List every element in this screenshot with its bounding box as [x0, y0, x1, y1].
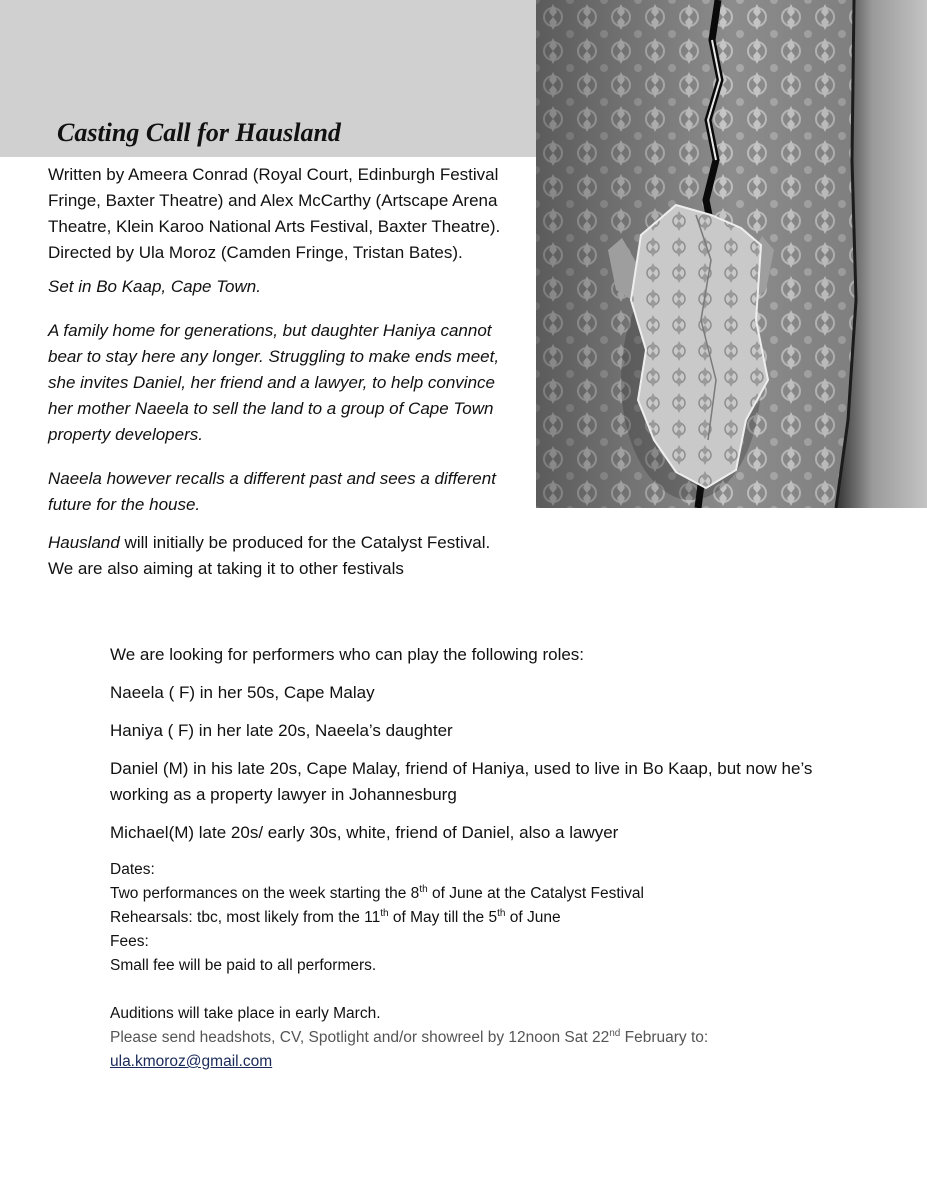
submission-text: Please send headshots, CV, Spotlight and/or showreel by 12noon Sat 22 [110, 1029, 610, 1046]
rehearsals-text-end: of June [505, 909, 561, 926]
performances-line [110, 882, 840, 906]
rehearsals-line [110, 906, 840, 930]
email-line [110, 1050, 840, 1074]
ordinal-suffix: th [380, 907, 389, 919]
production-paragraph [48, 530, 518, 582]
submission-text-end: February to: [620, 1029, 709, 1046]
ordinal-suffix: th [419, 883, 428, 895]
setting-paragraph: Set in Bo Kaap, Cape Town. [48, 277, 261, 296]
submission-line [110, 1026, 840, 1050]
performances-text: Two performances on the week starting the 8 [110, 885, 420, 902]
rehearsals-text-mid: of May till the 5 [388, 909, 498, 926]
dates-label: Dates: [110, 861, 155, 878]
ordinal-suffix: nd [609, 1027, 621, 1039]
torn-wallpaper-photo [536, 0, 927, 508]
roles-section [110, 642, 840, 858]
spacer [110, 978, 840, 1002]
credits-paragraph: Written by Ameera Conrad (Royal Court, Edinburgh Festival Fringe, Baxter Theatre) and Alex McCarthy (Artscape Arena Theatre, Klein Karoo National Arts Festival, Baxter Theatre). Directed by Ula Moroz (Camden Fringe, Tristan Bates). [48, 165, 501, 262]
role-item: Naeela ( F) in her 50s, Cape Malay [110, 683, 375, 702]
ordinal-suffix: th [497, 907, 506, 919]
production-title: Hausland [48, 533, 120, 552]
synopsis-paragraph-1: A family home for generations, but daughter Haniya cannot bear to stay here any longer. Struggling to make ends meet, she invites Daniel, her friend and a lawyer, to help convince her mother Naeela to sell the land to a group of Cape Town property developers. [48, 321, 500, 444]
photo-image [536, 0, 927, 508]
roles-intro: We are looking for performers who can play the following roles: [110, 645, 585, 664]
fees-text: Small fee will be paid to all performers. [110, 957, 377, 974]
details-section [110, 858, 840, 1074]
role-item: Daniel (M) in his late 20s, Cape Malay, friend of Haniya, used to live in Bo Kaap, but now he’s working as a property lawyer in Johannesburg [110, 759, 813, 804]
fees-label: Fees: [110, 933, 149, 950]
intro-section [48, 162, 518, 582]
email-link[interactable]: ula.kmoroz@gmail.com [110, 1053, 273, 1070]
performances-text-end: of June at the Catalyst Festival [427, 885, 644, 902]
production-text: will initially be produced for the Catalyst Festival. We are also aiming at taking it to other festivals [48, 533, 491, 578]
role-item: Haniya ( F) in her late 20s, Naeela’s daughter [110, 721, 453, 740]
page-title: Casting Call for Hausland [57, 118, 341, 147]
synopsis-paragraph-2: Naeela however recalls a different past and sees a different future for the house. [48, 469, 496, 514]
rehearsals-text: Rehearsals: tbc, most likely from the 11 [110, 909, 381, 926]
role-item: Michael(M) late 20s/ early 30s, white, friend of Daniel, also a lawyer [110, 823, 619, 842]
auditions-line: Auditions will take place in early March. [110, 1005, 381, 1022]
